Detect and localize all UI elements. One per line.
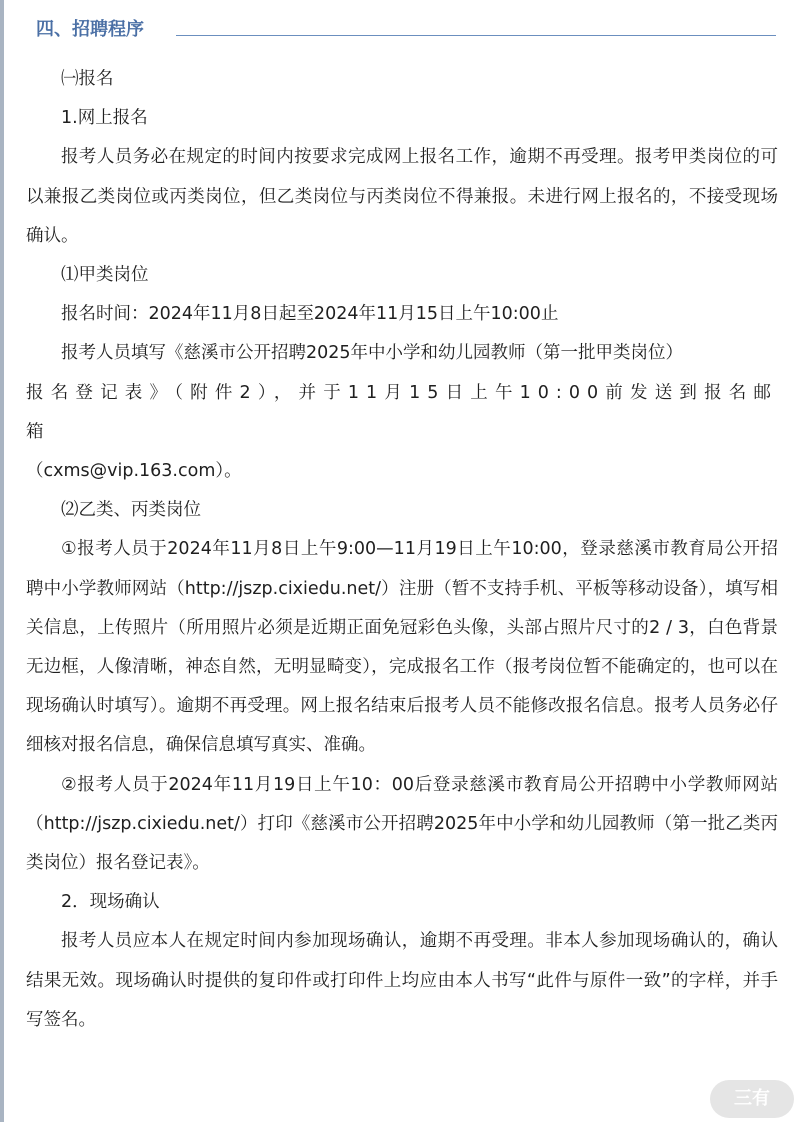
paragraph-category-bc-step1: ①报考人员于2024年11月8日上午9:00—11月19日上午10:00，登录慈溪市教育局公开招聘中小学教师网站（http://jszp.cixiedu.net/）注册（暂不支持手机、平板等移动设备），填写相关信息，上传照片（所用照片必须是近期正面免冠彩色头像，头部占照片尺寸的2 / 3，白色背景无边框，人像清晰，神态自然，无明显畸变），完成报名工作（报考岗位暂不能确定的，也可以在现场确认时填写）。逾期不再受理。网上报名结束后报考人员不能修改报名信息。报考人员务必仔细核对报名信息，确保信息填写真实、准确。 (26, 539, 778, 756)
paragraph-online-registration-heading: 1.网上报名 (61, 108, 148, 129)
paragraph-onsite-confirmation-heading: 2．现场确认 (61, 892, 160, 913)
paragraph-category-a-form-line1: 报考人员填写《慈溪市公开招聘2025年中小学和幼儿园教师（第一批甲类岗位） (61, 343, 684, 364)
left-border-rule (0, 0, 4, 1122)
paragraph-category-a-email: （cxms@vip.163.com）。 (26, 461, 242, 482)
paragraph-category-a-time: 报名时间：2024年11月8日起至2024年11月15日上午10:00止 (61, 304, 559, 325)
section-heading (36, 12, 776, 44)
paragraph-registration-heading: ㈠报名 (61, 69, 114, 89)
heading-underline (176, 35, 776, 36)
paragraph-onsite-confirmation-rules: 报考人员应本人在规定时间内参加现场确认，逾期不再受理。非本人参加现场确认的，确认结果无效。现场确认时提供的复印件或打印件上均应由本人书写“此件与原件一致”的字样，并手写签名。 (26, 931, 778, 1030)
paragraph-category-bc-heading: ⑵乙类、丙类岗位 (61, 500, 201, 521)
watermark-logo: 三有 (710, 1080, 794, 1118)
paragraph-online-registration-rules: 报考人员务必在规定的时间内按要求完成网上报名工作，逾期不再受理。报考甲类岗位的可以兼报乙类岗位或丙类岗位，但乙类岗位与丙类岗位不得兼报。未进行网上报名的，不接受现场确认。 (26, 147, 778, 246)
paragraph-category-a-form-line2: 报名登记表》（附件2），并于11月15日上午10:00前发送到报名邮箱 (26, 382, 778, 442)
paragraph-category-a-heading: ⑴甲类岗位 (61, 265, 149, 286)
document-body (26, 60, 778, 1040)
section-title: 四、招聘程序 (36, 19, 144, 40)
paragraph-category-bc-step2: ②报考人员于2024年11月19日上午10：00后登录慈溪市教育局公开招聘中小学教师网站（http://jszp.cixiedu.net/）打印《慈溪市公开招聘2025年中小学和幼儿园教师（第一批乙类丙类岗位）报名登记表》。 (26, 774, 778, 874)
